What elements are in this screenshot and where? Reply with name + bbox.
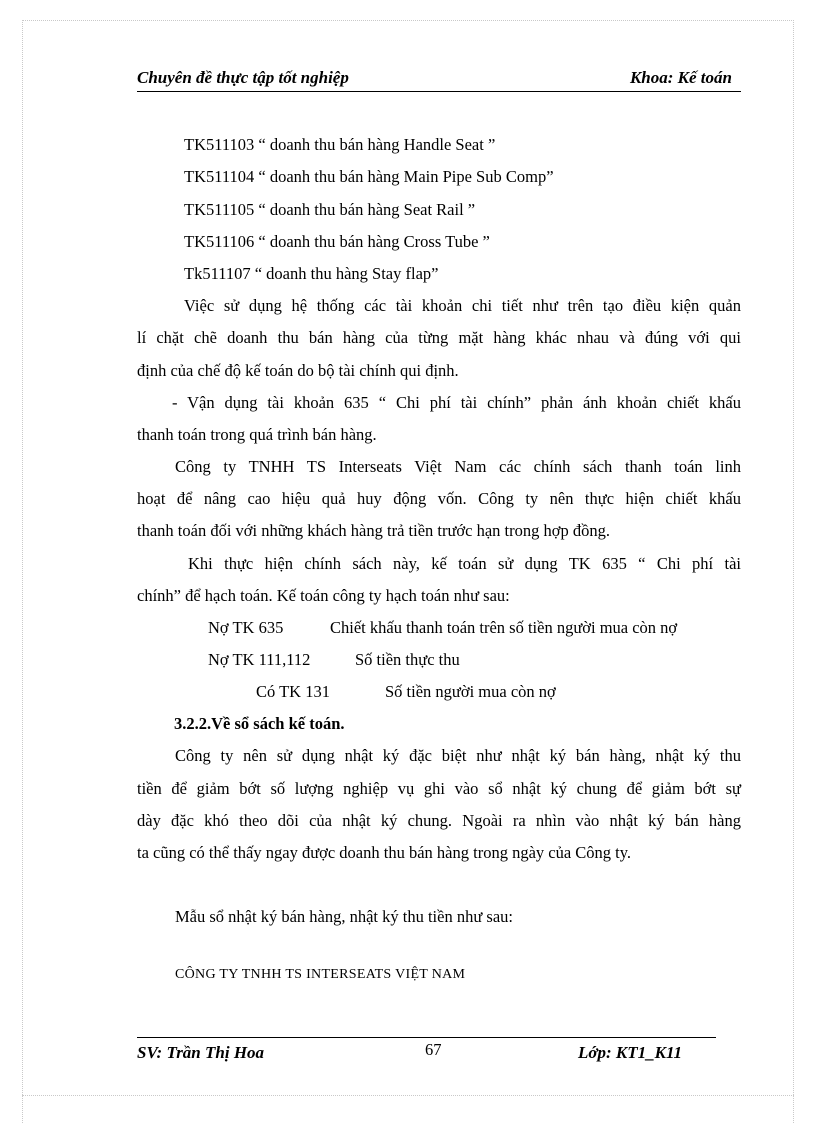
paragraph-line: lí chặt chẽ doanh thu bán hàng của từng mặt hàng khác nhau và đúng với qui [137, 328, 741, 347]
tk-line: TK511105 “ doanh thu bán hàng Seat Rail ” [184, 200, 476, 219]
entry-account: Có TK 131 [256, 682, 330, 701]
paragraph-line: Khi thực hiện chính sách này, kế toán sử dụng TK 635 “ Chi phí tài [188, 554, 741, 573]
paragraph-line: Việc sử dụng hệ thống các tài khoản chi tiết như trên tạo điều kiện quản [184, 296, 741, 315]
paragraph-line: thanh toán đối với những khách hàng trả tiền trước hạn trong hợp đồng. [137, 521, 610, 540]
section-heading: 3.2.2.Về sổ sách kế toán. [174, 714, 345, 733]
paragraph-line: dày đặc khó theo dõi của nhật ký chung. Ngoài ra nhìn vào nhật ký bán hàng [137, 811, 741, 830]
paragraph-line: tiền để giảm bớt số lượng nghiệp vụ ghi vào sổ nhật ký chung để giảm bớt sự [137, 779, 741, 798]
footer-class: Lớp: KT1_K11 [578, 1043, 683, 1062]
footer-rule [137, 1037, 716, 1038]
entry-description: Chiết khấu thanh toán trên số tiền người mua còn nợ [330, 618, 678, 637]
paragraph-line: Công ty TNHH TS Interseats Việt Nam các chính sách thanh toán linh [175, 457, 741, 476]
entry-description: Số tiền thực thu [355, 650, 460, 669]
paragraph-line: chính” để hạch toán. Kế toán công ty hạch toán như sau: [137, 586, 510, 605]
header-title: Chuyên đề thực tập tốt nghiệp [137, 68, 349, 87]
paragraph-line: - Vận dụng tài khoản 635 “ Chi phí tài chính” phản ánh khoản chiết khấu [172, 393, 741, 412]
entry-account: Nợ TK 635 [208, 618, 284, 637]
tk-line: TK511106 “ doanh thu bán hàng Cross Tube ” [184, 232, 490, 251]
paragraph-line: Mẫu sổ nhật ký bán hàng, nhật ký thu tiền như sau: [175, 907, 513, 926]
page-bottom-edge [22, 1095, 794, 1096]
entry-description: Số tiền người mua còn nợ [385, 682, 556, 701]
paragraph-line: hoạt để nâng cao hiệu quả huy động vốn. Công ty nên thực hiện chiết khấu [137, 489, 741, 508]
tk-line: TK511103 “ doanh thu bán hàng Handle Seat ” [184, 135, 496, 154]
page-number: 67 [425, 1040, 442, 1059]
paragraph-line: định của chế độ kế toán do bộ tài chính qui định. [137, 361, 459, 380]
paragraph-line: Công ty nên sử dụng nhật ký đặc biệt như nhật ký bán hàng, nhật ký thu [175, 746, 741, 765]
paragraph-line: thanh toán trong quá trình bán hàng. [137, 425, 377, 444]
header-department: Khoa: Kế toán [629, 68, 732, 87]
header-rule [137, 91, 741, 92]
entry-account: Nợ TK 111,112 [208, 650, 311, 669]
tk-line: TK511104 “ doanh thu bán hàng Main Pipe Sub Comp” [184, 167, 554, 186]
tk-line: Tk511107 “ doanh thu hàng Stay flap” [184, 264, 439, 283]
company-name: CÔNG TY TNHH TS INTERSEATS VIỆT NAM [175, 967, 466, 982]
paragraph-line: ta cũng có thể thấy ngay được doanh thu bán hàng trong ngày của Công ty. [137, 843, 632, 862]
footer-student: SV: Trần Thị Hoa [137, 1043, 265, 1062]
